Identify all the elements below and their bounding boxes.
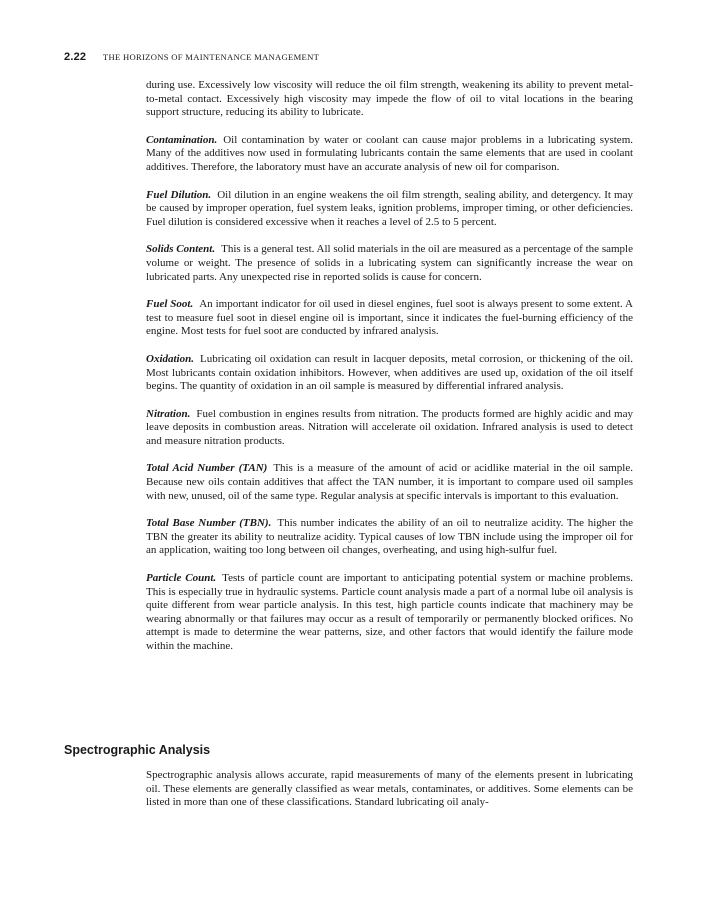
body-paragraph (146, 189, 633, 230)
paragraph-term: Total Acid Number (TAN) (146, 462, 268, 475)
paragraph-text: Lubricating oil oxidation can result in lacquer deposits, metal corrosion, or thickening of the oil. Most lubricants contain oxidation inhibitors. However, when additives are used up, oxidation of the oil itself begins. The quantity of oxidation in an oil sample is measured by differential infrared analysis. (146, 352, 633, 393)
body-paragraph (146, 462, 633, 503)
paragraph-text: during use. Excessively low viscosity will reduce the oil film strength, weakening its ability to prevent metal-to-metal contact. Excessively high viscosity may impede the flow of oil to vital locations in the bearing support structure, reducing its ability to lubricate. (146, 79, 633, 119)
body-paragraph (146, 572, 633, 654)
paragraph-term: Nitration. (146, 407, 191, 420)
body-paragraph (146, 298, 633, 339)
paragraph-text: This number indicates the ability of an oil to neutralize acidity. The higher the TBN the greater its ability to neutralize acidity. Typical causes of low TBN include using the improper oil for an application, waiting too long between oil changes, overheating, and using high-sulfur fuel. (146, 517, 633, 557)
paragraph-term: Fuel Soot. (146, 298, 194, 311)
page-header (64, 51, 319, 63)
body-paragraph (146, 517, 633, 558)
body-paragraph (146, 243, 633, 284)
paragraph-text: This is a measure of the amount of acid or acidlike material in the oil sample. Because new oils contain additives that affect the TAN number, it is important to compare used oil samples with new, unused, oil of the same type. Regular analysis at specific intervals is important to this evaluation. (146, 462, 633, 502)
running-title: THE HORIZONS OF MAINTENANCE MANAGEMENT (102, 52, 320, 62)
paragraph-text: Tests of particle count are important to anticipating potential system or machine problems. This is especially true in hydraulic systems. Particle count analysis made a part of a normal lube oil analysis is quite different from wear particle analysis. In this test, high particle counts indicate that machinery may be wearing abnormally or that failures may occur as a result of temporarily or permanently blocked orifices. No attempt is made to determine the wear patterns, size, and other factors that would identify the failure mode within the machine. (146, 572, 634, 652)
paragraph-text: Oil dilution in an engine weakens the oil film strength, sealing ability, and detergency. It may be caused by improper operation, fuel system leaks, ignition problems, improper timing, or other deficiencies. Fuel dilution is considered excessive when it reaches a level of 2.5 to 5 percent. (146, 188, 633, 228)
paragraph-text: An important indicator for oil used in diesel engines, fuel soot is always present to some extent. A test to measure fuel soot in diesel engine oil is important, since it indicates the fuel-burning efficiency of the engine. Most tests for fuel soot are conducted by infrared analysis. (146, 298, 633, 338)
body-paragraph (146, 134, 633, 175)
section-paragraph: Spectrographic analysis allows accurate, rapid measurements of many of the elements present in lubricating oil. These elements are generally classified as wear metals, contaminates, or additives. Some elements can be listed in more than one of these classifications. Standard lubricating oil analy- (146, 769, 633, 809)
section-heading: Spectrographic Analysis (64, 743, 211, 757)
paragraph-term: Oxidation. (146, 352, 194, 365)
paragraph-term: Total Base Number (TBN). (146, 517, 272, 530)
paragraph-text: Oil contamination by water or coolant can cause major problems in a lubricating system. Many of the additives now used in formulating lubricants contain the same elements that are used in coolant additives. Therefore, the laboratory must have an accurate analysis of new oil for comparison. (146, 133, 633, 173)
body-paragraph (146, 79, 633, 120)
paragraph-text: Fuel combustion in engines results from nitration. The products formed are highly acidic and may leave deposits in combustion areas. Nitration will accelerate oil oxidation. Infrared analysis is used to detect and measure nitration products. (146, 407, 633, 447)
section-body (146, 769, 633, 810)
paragraph-term: Solids Content. (146, 243, 216, 256)
paragraph-term: Particle Count. (146, 572, 217, 585)
body-paragraph (146, 353, 633, 394)
body-text-column (146, 79, 633, 668)
page-number: 2.22 (64, 51, 87, 63)
paragraph-term: Contamination. (146, 133, 218, 146)
paragraph-text: This is a general test. All solid materials in the oil are measured as a percentage of the sample volume or weight. The presence of solids in a lubricating system can significantly increase the wear on lubricated parts. Any unexpected rise in reported solids is cause for concern. (146, 243, 633, 283)
body-paragraph (146, 408, 633, 449)
paragraph-term: Fuel Dilution. (146, 188, 212, 201)
